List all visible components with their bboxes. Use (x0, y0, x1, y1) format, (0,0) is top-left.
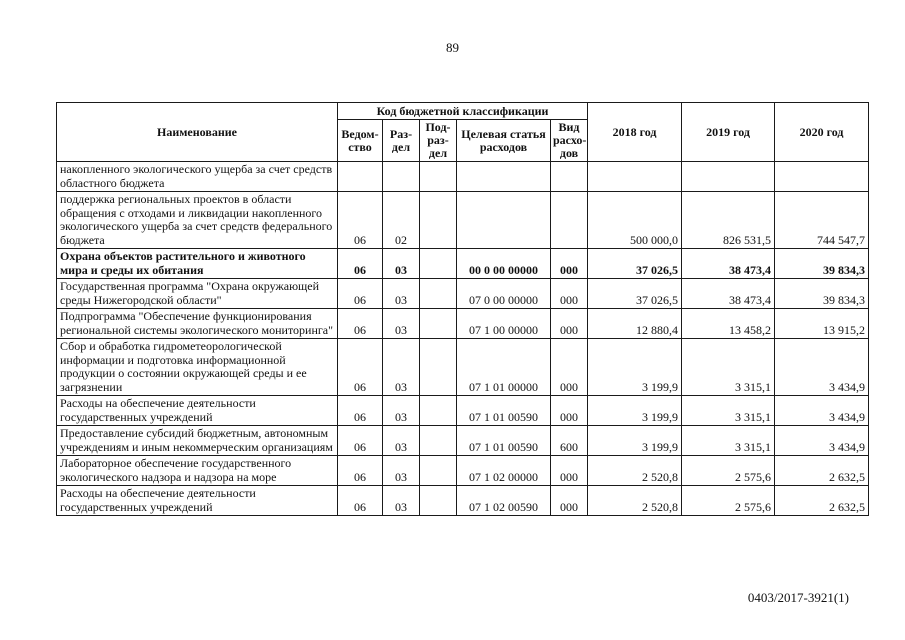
header-2018: 2018 год (588, 103, 682, 162)
cell-subsection (420, 396, 457, 426)
cell-2018: 2 520,8 (588, 456, 682, 486)
cell-subsection (420, 486, 457, 516)
cell-section: 03 (383, 396, 420, 426)
cell-section: 02 (383, 192, 420, 249)
cell-department: 06 (338, 192, 383, 249)
cell-2018: 37 026,5 (588, 279, 682, 309)
cell-subsection (420, 426, 457, 456)
cell-2018 (588, 162, 682, 192)
table-body (57, 162, 869, 516)
cell-name: Государственная программа "Охрана окружающей среды Нижегородской области" (57, 279, 338, 309)
cell-target-article (457, 162, 551, 192)
cell-target-article: 07 0 00 00000 (457, 279, 551, 309)
cell-expense-type: 000 (551, 309, 588, 339)
cell-2020: 13 915,2 (775, 309, 869, 339)
table-header (57, 103, 869, 162)
table-row (57, 486, 869, 516)
cell-2019: 2 575,6 (682, 456, 775, 486)
cell-subsection (420, 192, 457, 249)
cell-subsection (420, 249, 457, 279)
cell-2018: 500 000,0 (588, 192, 682, 249)
cell-target-article: 07 1 02 00000 (457, 456, 551, 486)
cell-2019: 3 315,1 (682, 426, 775, 456)
cell-name: Расходы на обеспечение деятельности государственных учреждений (57, 396, 338, 426)
cell-2019: 2 575,6 (682, 486, 775, 516)
cell-2020: 3 434,9 (775, 339, 869, 396)
cell-2018: 37 026,5 (588, 249, 682, 279)
cell-expense-type: 000 (551, 339, 588, 396)
table-row (57, 339, 869, 396)
cell-subsection (420, 279, 457, 309)
cell-name: поддержка региональных проектов в области обращения с отходами и ликвидации накопленного экологического ущерба за счет средств федерального бюджета (57, 192, 338, 249)
cell-2018: 12 880,4 (588, 309, 682, 339)
cell-name: Предоставление субсидий бюджетным, автономным учреждениям и иным некоммерческим организациям (57, 426, 338, 456)
cell-section: 03 (383, 339, 420, 396)
header-target-article: Целевая статья расходов (457, 120, 551, 162)
cell-expense-type: 000 (551, 249, 588, 279)
cell-section: 03 (383, 426, 420, 456)
page-number: 89 (446, 40, 459, 55)
table-row (57, 426, 869, 456)
cell-2019 (682, 162, 775, 192)
cell-name: Лабораторное обеспечение государственного экологического надзора и надзора на море (57, 456, 338, 486)
header-2019: 2019 год (682, 103, 775, 162)
header-name: Наименование (57, 103, 338, 162)
cell-target-article: 07 1 00 00000 (457, 309, 551, 339)
header-2020: 2020 год (775, 103, 869, 162)
cell-department: 06 (338, 279, 383, 309)
cell-expense-type: 000 (551, 456, 588, 486)
cell-expense-type (551, 192, 588, 249)
cell-subsection (420, 162, 457, 192)
cell-2020: 39 834,3 (775, 279, 869, 309)
cell-section: 03 (383, 279, 420, 309)
cell-section: 03 (383, 249, 420, 279)
cell-2020: 2 632,5 (775, 456, 869, 486)
cell-2020: 744 547,7 (775, 192, 869, 249)
cell-name: Охрана объектов растительного и животного мира и среды их обитания (57, 249, 338, 279)
cell-2018: 2 520,8 (588, 486, 682, 516)
table-row (57, 309, 869, 339)
table-row (57, 162, 869, 192)
cell-target-article: 07 1 01 00000 (457, 339, 551, 396)
cell-section: 03 (383, 309, 420, 339)
cell-name: Сбор и обработка гидрометеорологической информации и подготовка информационной продукции о состоянии окружающей среды и ее загрязнении (57, 339, 338, 396)
cell-department (338, 162, 383, 192)
cell-2020: 39 834,3 (775, 249, 869, 279)
cell-section (383, 162, 420, 192)
cell-2019: 3 315,1 (682, 339, 775, 396)
cell-expense-type: 000 (551, 486, 588, 516)
cell-subsection (420, 339, 457, 396)
cell-2019: 826 531,5 (682, 192, 775, 249)
cell-target-article: 00 0 00 00000 (457, 249, 551, 279)
header-expense-type: Вид расхо-дов (551, 120, 588, 162)
cell-2019: 38 473,4 (682, 249, 775, 279)
table-row (57, 192, 869, 249)
cell-name: Подпрограмма "Обеспечение функционирования региональной системы экологического мониторинга" (57, 309, 338, 339)
cell-department: 06 (338, 339, 383, 396)
cell-department: 06 (338, 486, 383, 516)
cell-target-article: 07 1 01 00590 (457, 426, 551, 456)
header-classification-group: Код бюджетной классификации (338, 103, 588, 120)
cell-subsection (420, 309, 457, 339)
cell-2020 (775, 162, 869, 192)
cell-name: накопленного экологического ущерба за счет средств областного бюджета (57, 162, 338, 192)
cell-target-article: 07 1 02 00590 (457, 486, 551, 516)
cell-2020: 2 632,5 (775, 486, 869, 516)
cell-2019: 13 458,2 (682, 309, 775, 339)
cell-subsection (420, 456, 457, 486)
cell-department: 06 (338, 396, 383, 426)
document-code: 0403/2017-3921(1) (747, 590, 849, 605)
cell-2019: 3 315,1 (682, 396, 775, 426)
cell-department: 06 (338, 249, 383, 279)
cell-section: 03 (383, 456, 420, 486)
header-department: Ведом-ство (338, 120, 383, 162)
cell-2018: 3 199,9 (588, 396, 682, 426)
cell-department: 06 (338, 456, 383, 486)
cell-name: Расходы на обеспечение деятельности государственных учреждений (57, 486, 338, 516)
table-row (57, 249, 869, 279)
table-row (57, 456, 869, 486)
cell-expense-type: 600 (551, 426, 588, 456)
cell-2020: 3 434,9 (775, 426, 869, 456)
table-row (57, 396, 869, 426)
cell-2019: 38 473,4 (682, 279, 775, 309)
header-subsection: Под-раз-дел (420, 120, 457, 162)
cell-2018: 3 199,9 (588, 339, 682, 396)
cell-department: 06 (338, 309, 383, 339)
cell-expense-type: 000 (551, 396, 588, 426)
cell-department: 06 (338, 426, 383, 456)
cell-expense-type: 000 (551, 279, 588, 309)
cell-2018: 3 199,9 (588, 426, 682, 456)
cell-target-article (457, 192, 551, 249)
cell-expense-type (551, 162, 588, 192)
header-section: Раз-дел (383, 120, 420, 162)
budget-table (56, 102, 869, 516)
table-row (57, 279, 869, 309)
cell-2020: 3 434,9 (775, 396, 869, 426)
cell-section: 03 (383, 486, 420, 516)
cell-target-article: 07 1 01 00590 (457, 396, 551, 426)
